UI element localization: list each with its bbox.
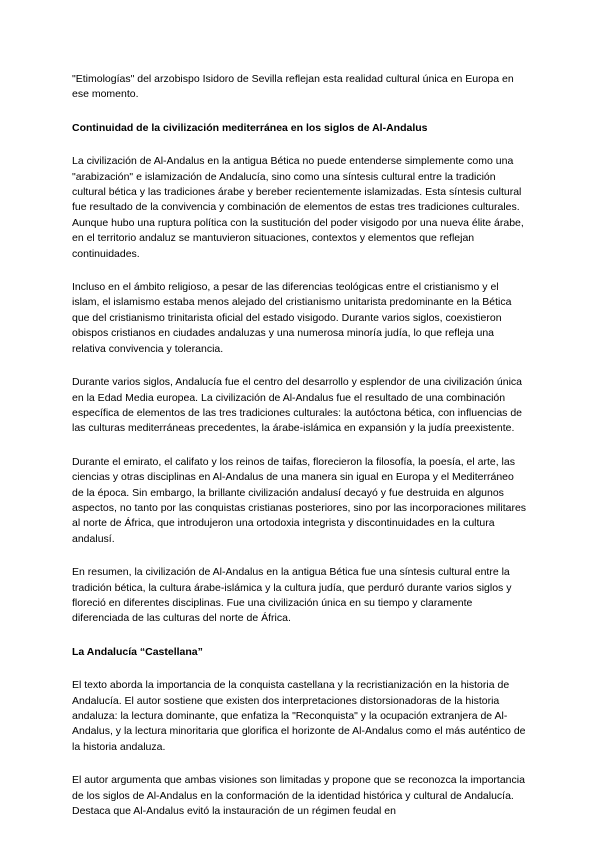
paragraph: Durante varios siglos, Andalucía fue el centro del desarrollo y esplendor de una civilización única en la Edad Media europea. La civilización de Al-Andalus fue el resultado de una combinación específica de elementos de las tres tradiciones culturales: la autóctona bética, con influencias de las culturas mediterráneas precedentes, la árabe-islámica en expansión y la judía preexistente. xyxy=(72,376,523,435)
paragraph: En resumen, la civilización de Al-Andalus en la antigua Bética fue una síntesis cultural entre la tradición bética, la cultura árabe-islámica y la cultura judía, que perduró durante varios siglos y floreció en diferentes disciplinas. Fue una civilización única en su tiempo y claramente diferenciada de las culturas del norte de África. xyxy=(72,566,512,625)
section-heading-andalucia-castellana: La Andalucía “Castellana” xyxy=(72,645,203,658)
document-page xyxy=(72,72,528,837)
paragraph: La civilización de Al-Andalus en la antigua Bética no puede entenderse simplemente como una "arabización" e islamización de Andalucía, sino como una síntesis cultural entre la tradición cultural bética y las tradiciones árabe y bereber recientemente islamizadas. Esta síntesis cultural fue resultado de la convivencia y combinación de elementos de estas tres tradiciones culturales. Aunque hubo una ruptura política con la sustitución del poder visigodo por una nueva élite árabe, en el territorio andaluz se mantuvieron situaciones, contextos y elementos que reflejan continuidades. xyxy=(72,155,524,260)
section-heading-continuidad: Continuidad de la civilización mediterránea en los siglos de Al-Andalus xyxy=(72,121,428,134)
paragraph: El autor argumenta que ambas visiones son limitadas y propone que se reconozca la importancia de los siglos de Al-Andalus en la conformación de la identidad histórica y cultural de Andalucía. Destaca que Al-Andalus evitó la instauración de un régimen feudal en xyxy=(72,774,525,818)
intro-paragraph: "Etimologías" del arzobispo Isidoro de Sevilla reflejan esta realidad cultural única en Europa en ese momento. xyxy=(72,73,514,101)
paragraph: Durante el emirato, el califato y los reinos de taifas, florecieron la filosofía, la poesía, el arte, las ciencias y otras disciplinas en Al-Andalus de una manera sin igual en Europa y el Mediterráneo de la época. Sin embargo, la brillante civilización andalusí decayó y fue destruida en algunos aspectos, no tanto por las conquistas cristianas posteriores, sino por las incorporaciones militares al norte de África, que introdujeron una ortodoxia integrista y discontinuidades en la cultura andalusí. xyxy=(72,455,527,545)
paragraph: Incluso en el ámbito religioso, a pesar de las diferencias teológicas entre el cristianismo y el islam, el islamismo estaba menos alejado del cristianismo unitarista predominante en la Bética que del cristianismo trinitarista oficial del estado visigodo. Durante varios siglos, coexistieron obispos cristianos en ciudades andaluzas y una numerosa minoría judía, lo que refleja una relativa convivencia y tolerancia. xyxy=(72,281,512,355)
paragraph: El texto aborda la importancia de la conquista castellana y la recristianización en la historia de Andalucía. El autor sostiene que existen dos interpretaciones distorsionadoras de la historia andaluza: la lectura dominante, que enfatiza la "Reconquista" y la ocupación extranjera de Al-Andalus, y la lectura minoritaria que glorifica el horizonte de Al-Andalus como el más auténtico de la historia andaluza. xyxy=(72,679,526,753)
